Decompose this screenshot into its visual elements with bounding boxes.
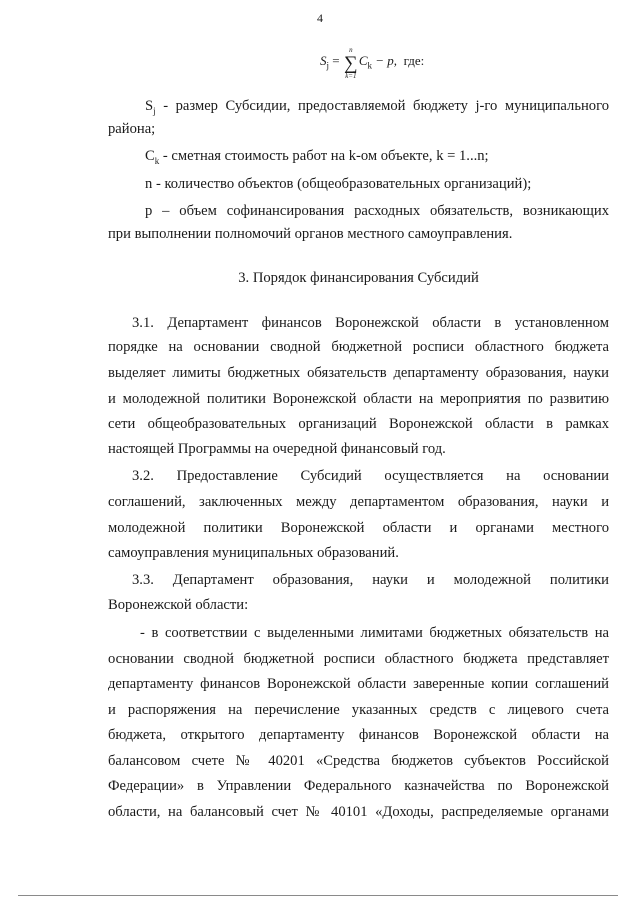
para-3-2-line: молодежной политики Воронежской области и органами местного [108,520,609,536]
formula-lhs: S [320,53,327,68]
list-item-line: области, на балансовый счет № 40101 «Доходы, распределяемые органами [108,804,609,820]
list-item-line: Федерации» в Управлении Федерального казначейства по Воронежской [108,778,609,794]
list-item-line: и распоряжения на перечисление указанных средств с лицевого счета [108,702,609,718]
para-3-1-line: сети общеобразовательных организаций Воронежской области в рамках [108,416,609,432]
definition-n: n - количество объектов (общеобразовательных организаций); [145,176,532,192]
definition-s-line2: района; [108,121,156,137]
definition-c-symbol: C [145,148,155,164]
para-3-3-line: 3.3. Департамент образования, науки и молодежной политики [132,572,609,588]
definition-p-line1: p – объем софинансирования расходных обязательств, возникающих [145,203,609,219]
list-item-line: основании сводной бюджетной росписи областного бюджета представляет [108,651,609,667]
section-title: 3. Порядок финансирования Субсидий [238,270,479,286]
formula-rest: − p, [372,53,398,68]
para-3-2-line: 3.2. Предоставление Субсидий осуществляется на основании [132,468,609,484]
sum-lower-limit: k=1 [345,72,357,80]
page-number: 4 [317,11,323,25]
para-3-1-line: порядке на основании сводной бюджетной росписи областного бюджета [108,339,609,355]
formula-equals: = [332,53,340,68]
para-3-1-line: выделяет лимиты бюджетных обязательств департаменту образования, науки [108,365,609,381]
definition-c-sub: k [154,155,160,166]
para-3-3-line: Воронежской области: [108,597,249,613]
definition-s-line1 [145,97,609,120]
page-bottom-rule [18,895,618,896]
formula-term-sub: k [367,60,373,71]
definition-s-symbol: S [145,98,154,114]
list-item-line: бюджета, открытого департаменту финансов Воронежской области на [108,727,609,743]
sigma-symbol: ∑ [344,53,358,74]
formula-lhs-sub: j [326,60,330,71]
sum-operator [343,46,359,80]
subsidy-formula [320,46,425,80]
para-3-2-line: самоуправления муниципальных образований. [108,545,399,561]
para-3-1-line: настоящей Программы на очередной финансовый год. [108,441,446,457]
para-3-2-line: соглашений, заключенных между департаментом образования, науки и [108,494,609,510]
para-3-1-line: 3.1. Департамент финансов Воронежской области в установленном [132,315,609,331]
formula-term: C [358,53,368,68]
list-item-line: департаменту финансов Воронежской области заверенные копии соглашений [108,676,609,692]
list-item-line: балансовом счете № 40201 «Средства бюджетов субъектов Российской [108,753,609,769]
definition-s-sub: j [153,105,156,116]
sum-upper-limit: n [349,46,353,54]
definition-c [145,147,489,170]
definition-c-text: - сметная стоимость работ на k-ом объекте, k = 1...n; [159,148,489,164]
list-item-line: - в соответствии с выделенными лимитами бюджетных обязательств на [140,625,609,641]
definition-s-text: - размер Субсидии, предоставляемой бюджету j-го муниципального [155,98,609,114]
para-3-1-line: и молодежной политики Воронежской области на мероприятия по развитию [108,391,609,407]
formula-suffix: где: [403,53,425,68]
definition-p-line2: при выполнении полномочий органов местного самоуправления. [108,226,513,242]
